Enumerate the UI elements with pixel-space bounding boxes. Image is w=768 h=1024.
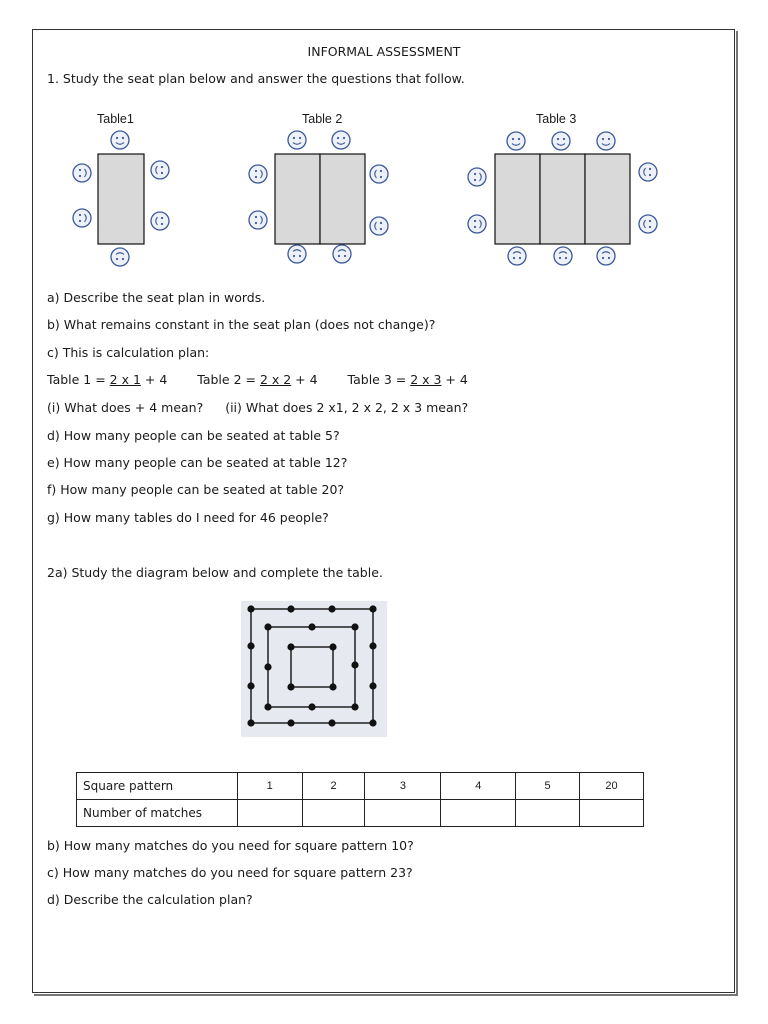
col-header-20: 20 — [580, 773, 644, 800]
col-header-5: 5 — [516, 773, 580, 800]
question-1g: g) How many tables do I need for 46 people? — [47, 510, 329, 525]
smiley-face-icon — [332, 131, 350, 149]
smiley-face-icon — [597, 247, 615, 265]
calc-table-1-expr: 2 x 1 — [109, 372, 141, 387]
question-1c-i: (i) What does + 4 mean? — [47, 400, 204, 415]
row-label-square-pattern: Square pattern — [77, 773, 238, 800]
question-1a: a) Describe the seat plan in words. — [47, 290, 266, 305]
smiley-face-icon — [288, 245, 306, 263]
col-header-3: 3 — [365, 773, 441, 800]
question-1c: c) This is calculation plan: — [47, 345, 210, 360]
table-row — [77, 773, 644, 800]
answer-cell[interactable] — [516, 800, 580, 827]
smiley-face-icon — [370, 165, 388, 183]
smiley-face-icon — [73, 164, 91, 182]
smiley-face-icon — [639, 163, 657, 181]
smiley-face-icon — [468, 215, 486, 233]
col-header-1: 1 — [237, 773, 302, 800]
pattern-table — [76, 772, 644, 827]
smiley-face-icon — [468, 168, 486, 186]
calc-table-2-label: Table 2 = — [197, 372, 260, 387]
smiley-face-icon — [554, 247, 572, 265]
question-2d: d) Describe the calculation plan? — [47, 892, 253, 907]
answer-cell[interactable] — [302, 800, 365, 827]
calc-table-2-expr: 2 x 2 — [259, 372, 292, 387]
answer-cell[interactable] — [237, 800, 302, 827]
question-2c: c) How many matches do you need for square pattern 23? — [47, 865, 413, 880]
calc-table-3-expr: 2 x 3 — [410, 372, 442, 387]
table-row — [77, 800, 644, 827]
col-header-2: 2 — [302, 773, 365, 800]
calc-table-2-rest: + 4 — [291, 372, 318, 387]
question-2a: 2a) Study the diagram below and complete the table. — [47, 565, 383, 580]
row-label-number-of-matches: Number of matches — [77, 800, 238, 827]
question-2b: b) How many matches do you need for square pattern 10? — [47, 838, 414, 853]
smiley-face-icon — [151, 212, 169, 230]
calculation-plan-line — [47, 372, 468, 387]
question-1f: f) How many people can be seated at table 20? — [47, 482, 345, 497]
smiley-face-icon — [73, 209, 91, 227]
table-1-label: Table1 — [97, 112, 134, 126]
table-2-label: Table 2 — [302, 112, 343, 126]
smiley-face-icon — [288, 131, 306, 149]
table-1-figure — [73, 131, 169, 266]
answer-cell[interactable] — [580, 800, 644, 827]
smiley-face-icon — [597, 132, 615, 150]
smiley-face-icon — [639, 215, 657, 233]
question-1e: e) How many people can be seated at table 12? — [47, 455, 348, 470]
calc-table-1-label: Table 1 = — [47, 372, 110, 387]
smiley-face-icon — [249, 211, 267, 229]
table-3-label: Table 3 — [536, 112, 577, 126]
smiley-face-icon — [111, 131, 129, 149]
smiley-face-icon — [552, 132, 570, 150]
question-1c-sub — [47, 400, 468, 415]
col-header-4: 4 — [441, 773, 516, 800]
page-shadow-right — [736, 31, 738, 996]
table-2-figure — [249, 131, 388, 263]
smiley-face-icon — [249, 165, 267, 183]
assessment-title: INFORMAL ASSESSMENT — [307, 44, 461, 59]
calc-table-3-label: Table 3 = — [347, 372, 411, 387]
table-3-figure — [468, 132, 657, 265]
smiley-face-icon — [370, 217, 388, 235]
calc-table-1-rest: + 4 — [140, 372, 168, 387]
smiley-face-icon — [151, 161, 169, 179]
smiley-face-icon — [333, 245, 351, 263]
smiley-face-icon — [507, 132, 525, 150]
calc-table-3-rest: + 4 — [441, 372, 468, 387]
square-pattern-diagram — [241, 601, 387, 737]
question-1c-ii: (ii) What does 2 x1, 2 x 2, 2 x 3 mean? — [225, 400, 469, 415]
answer-cell[interactable] — [441, 800, 516, 827]
answer-cell[interactable] — [365, 800, 441, 827]
question-1d: d) How many people can be seated at table 5? — [47, 428, 340, 443]
smiley-face-icon — [508, 247, 526, 265]
smiley-face-icon — [111, 248, 129, 266]
question-1b: b) What remains constant in the seat plan (does not change)? — [47, 317, 436, 332]
seat-plan-diagram — [60, 128, 670, 270]
page-shadow-bottom — [34, 994, 738, 996]
question-1-intro: 1. Study the seat plan below and answer the questions that follow. — [47, 71, 465, 86]
